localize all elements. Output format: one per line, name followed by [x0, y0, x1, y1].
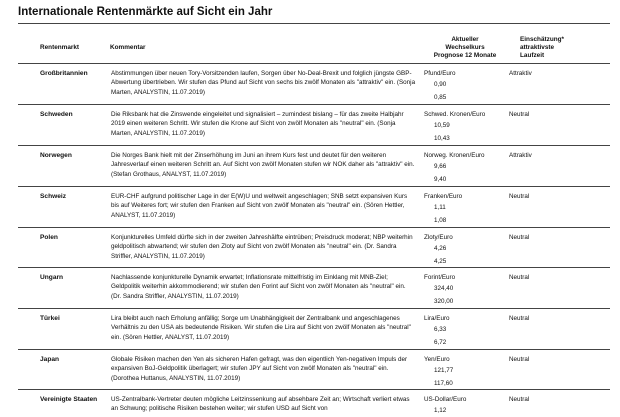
fx-unit: Franken/Euro [424, 193, 463, 200]
fx-unit: Zloty/Euro [424, 234, 453, 241]
header-rating-line3: Laufzeit [520, 52, 545, 60]
fx-unit: Norweg. Kronen/Euro [424, 152, 485, 159]
fx-current: 9,66 [434, 163, 447, 171]
market-name: Schweiz [40, 193, 67, 200]
market-comment: Globale Risiken machen den Yen als sicheren Hafen gefragt, was den eigentlich Yen-negativen Impuls der expansiven BoJ-Geldpolitik überlagert; wir stufen JPY auf Sicht von zwölf Monaten als "neutral" ein. (Dorothea Huttanus, ANALYSTIN, 11.07.2019) [111, 356, 408, 382]
title-rule [18, 23, 610, 24]
header-rating-line2: attraktivste [520, 44, 555, 52]
market-name: Norwegen [40, 152, 72, 159]
page-title: Internationale Rentenmärkte auf Sicht ein Jahr [18, 6, 273, 18]
header-fx [410, 36, 520, 61]
fx-current: 324,40 [434, 285, 454, 293]
fx-unit: Yen/Euro [424, 356, 450, 363]
fx-current: 1,11 [434, 204, 446, 212]
fx-cell [410, 314, 520, 349]
header-comment: Kommentar [110, 44, 146, 51]
rating: Neutral [509, 396, 530, 403]
market-name: Türkei [40, 315, 60, 322]
row-divider [18, 308, 610, 309]
market-comment: US-Zentralbank-Vertreter deuten mögliche Leitzinssenkung auf absehbare Zeit an; Wirtschaft verliert etwas an Schwung; politische Risiken bestehen weiter; wir stufen USD auf Sicht von [111, 396, 410, 413]
market-comment: Die Norges Bank hielt mit der Zinserhöhung im Juni an ihrem Kurs fest und deutet für den weiteren Jahresverlauf einen weiteren Schritt an. Auf Sicht von zwölf Monaten stufen wir NOK daher als "attraktiv" ein. (Stefan Grothaus, ANALYST, 11.07.2019) [111, 152, 415, 178]
fx-forecast: 1,08 [434, 217, 447, 225]
market-name: Vereinigte Staaten [40, 396, 98, 403]
market-comment: Konjunkturelles Umfeld dürfte sich in der zweiten Jahreshälfte eintrüben; Preisdruck moderat; NBP weiterhin geldpolitisch abwartend; wir stufen den Zloty auf Sicht von zwölf Monaten als "neutral" ein. (Dr. Sandra Striffler, ANALYSTIN, 11.07.2019) [111, 234, 413, 260]
fx-current: 0,90 [434, 81, 447, 89]
market-name: Großbritannien [40, 70, 88, 77]
row-divider [18, 349, 610, 350]
fx-current: 10,59 [434, 122, 450, 130]
rating: Neutral [509, 111, 530, 118]
fx-cell [410, 69, 520, 104]
market-comment: Lira bleibt auch nach Erholung anfällig; Sorge um Unabhängigkeit der Zentralbank und angeschlagenes Verhältnis zu den USA als bedeutende Risiken. Wir stufen die Lira auf Sicht von zwölf Monaten als "neutral" ein. (Sören Hettler, ANALYST, 11.07.2019) [111, 315, 411, 341]
rating: Attraktiv [509, 152, 532, 159]
fx-cell [410, 233, 520, 268]
market-comment: Abstimmungen über neuen Tory-Vorsitzenden laufen, Sorgen über No-Deal-Brexit und folglich jüngste GBP-Abwertung übertrieben. Wir stufen das Pfund auf Sicht von sechs bis zwölf Monaten als "attraktiv" ein. (Sonja Marten, ANALYSTIN, 11.07.2019) [111, 70, 416, 96]
fx-unit: Forint/Euro [424, 274, 456, 281]
fx-cell [410, 395, 520, 417]
market-name: Ungarn [40, 274, 64, 281]
row-divider [18, 104, 610, 105]
rating: Neutral [509, 193, 530, 200]
rating: Neutral [509, 234, 530, 241]
header-fx-line1: Aktueller [451, 36, 479, 43]
rating: Neutral [509, 356, 530, 363]
fx-cell [410, 110, 520, 145]
row-divider [18, 227, 610, 228]
fx-unit: Schwed. Kronen/Euro [424, 111, 486, 118]
fx-forecast: 117,60 [434, 380, 453, 388]
fx-forecast: 320,00 [434, 298, 454, 306]
fx-current: 1,12 [434, 407, 447, 415]
market-comment: Nachlassende konjunkturelle Dynamik erwartet; Inflationsrate mittelfristig im Einklang mit MNB-Ziel; Geldpolitik weiterhin akkommodierend; wir stufen den Forint auf Sicht von zwölf Monaten als "neutral" ein. (Dr. Sandra Striffler, ANALYSTIN, 11.07.2019) [111, 274, 406, 300]
market-comment: EUR-CHF aufgrund politischer Lage in der E(W)U und weltweit angeschlagen; SNB setzt expansiven Kurs bis auf Weiteres fort; wir stufen den Franken auf Sicht von zwölf Monaten als "neutral" ein. (Sören Hettler, ANALYST, 11.07.2019) [111, 193, 408, 219]
fx-forecast: 6,72 [434, 339, 447, 347]
fx-cell [410, 192, 520, 227]
fx-current: 121,77 [434, 367, 454, 375]
fx-forecast: 9,40 [434, 176, 447, 184]
fx-forecast: 10,43 [434, 135, 450, 143]
row-divider [18, 145, 610, 146]
header-fx-line3: Prognose 12 Monate [433, 52, 497, 60]
fx-forecast: 0,85 [434, 94, 447, 102]
header-fx-line2: Wechselkurs [445, 44, 485, 52]
fx-unit: Lira/Euro [424, 315, 450, 322]
market-comment: Die Riksbank hat die Zinswende eingeleitet und signalisiert – zumindest bislang – für das zweite Halbjahr 2019 einen weiteren Schritt. Wir stufen die Krone auf Sicht von zwölf Monaten als "neutral" ein. (Sonja Marten, ANALYSTIN, 11.07.2019) [111, 111, 404, 137]
row-divider [18, 267, 610, 268]
fx-cell [410, 151, 520, 186]
market-name: Polen [40, 234, 58, 241]
header-rating [520, 36, 600, 61]
fx-current: 4,26 [434, 245, 447, 253]
header-market: Rentenmarkt [40, 44, 80, 51]
rating: Neutral [509, 274, 530, 281]
rating: Neutral [509, 315, 530, 322]
fx-cell [410, 355, 520, 390]
market-name: Schweden [40, 111, 73, 118]
header-rating-line1: Einschätzung* [520, 36, 565, 43]
rating: Attraktiv [509, 70, 532, 77]
market-name: Japan [40, 356, 60, 363]
row-divider [18, 186, 610, 187]
row-divider [18, 389, 610, 390]
fx-forecast: 4,25 [434, 258, 447, 266]
fx-unit: US-Dollar/Euro [424, 396, 467, 403]
fx-unit: Pfund/Euro [424, 70, 456, 77]
fx-cell [410, 273, 520, 308]
fx-current: 6,33 [434, 326, 447, 334]
header-rule [18, 63, 610, 64]
